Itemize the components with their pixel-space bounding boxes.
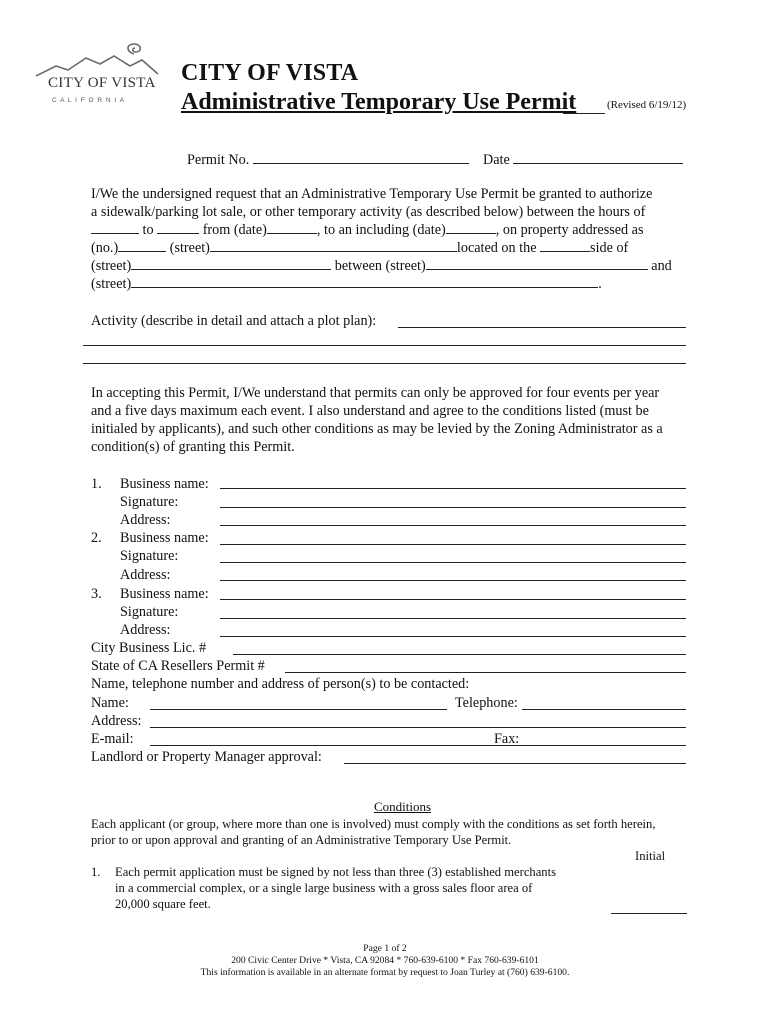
business-1-name-label: Business name: xyxy=(120,476,209,492)
side-label: side of xyxy=(590,240,629,256)
business-3-name-label: Business name: xyxy=(120,586,209,602)
landlord-field[interactable] xyxy=(344,763,686,764)
permit-no-label: Permit No. xyxy=(187,152,250,168)
street-field-3[interactable] xyxy=(131,275,598,288)
business-3-addr-field[interactable] xyxy=(220,636,686,637)
business-1-addr-field[interactable] xyxy=(220,525,686,526)
hours-end-field[interactable] xyxy=(157,221,199,234)
business-1-sig-label: Signature: xyxy=(120,494,179,510)
name-label: Name: xyxy=(91,695,129,711)
side-field[interactable] xyxy=(540,239,590,252)
street-label-3: (street) xyxy=(91,276,132,292)
logo-name: CITY OF VISTA xyxy=(48,75,156,91)
business-3-num: 3. xyxy=(91,586,102,602)
from-date-label: from (date) xyxy=(202,222,267,238)
request-line2: a sidewalk/parking lot sale, or other temporary activity (as described below) between the hours of xyxy=(91,204,646,220)
date-field[interactable] xyxy=(513,151,683,164)
period: . xyxy=(598,276,602,292)
business-1-sig-field[interactable] xyxy=(220,507,686,508)
business-2-addr-field[interactable] xyxy=(220,580,686,581)
initial-label: Initial xyxy=(635,849,666,863)
logo-subtitle: C A L I F O R N I A xyxy=(52,97,125,104)
business-3-name-field[interactable] xyxy=(220,599,686,600)
footer-address: 200 Civic Center Drive * Vista, CA 92084 * 760-639-6100 * Fax 760-639-6101 xyxy=(231,955,539,966)
city-logo xyxy=(34,42,160,110)
business-1-addr-label: Address: xyxy=(120,512,171,528)
conditions-heading: Conditions xyxy=(374,799,432,814)
telephone-label: Telephone: xyxy=(455,695,518,711)
no-label: (no.) xyxy=(91,240,119,256)
page-number: Page 1 of 2 xyxy=(363,943,407,954)
hours-start-field[interactable] xyxy=(91,221,139,234)
business-3-sig-field[interactable] xyxy=(220,618,686,619)
street-label-2: (street) xyxy=(91,258,132,274)
activity-label: Activity (describe in detail and attach a plot plan): xyxy=(91,313,377,329)
contact-heading: Name, telephone number and address of person(s) to be contacted: xyxy=(91,676,470,692)
email-label: E-mail: xyxy=(91,731,134,747)
conditions-intro-2: prior to or upon approval and granting of an Administrative Temporary Use Permit. xyxy=(91,833,512,847)
request-line1: I/We the undersigned request that an Administrative Temporary Use Permit be granted to authorize xyxy=(91,186,653,202)
email-field[interactable] xyxy=(150,745,686,746)
city-lic-label: City Business Lic. # xyxy=(91,640,207,656)
to-label: to xyxy=(142,222,154,238)
property-label: , on property addressed as xyxy=(495,222,644,238)
street-field[interactable] xyxy=(210,239,457,252)
street-field-2[interactable] xyxy=(131,257,331,270)
business-2-sig-label: Signature: xyxy=(120,548,179,564)
header-title: CITY OF VISTA xyxy=(181,60,359,86)
permit-no-field[interactable] xyxy=(253,151,469,164)
resellers-label: State of CA Resellers Permit # xyxy=(91,658,265,674)
condition-1-line1: Each permit application must be signed by not less than three (3) established merchants xyxy=(115,865,557,879)
accept-line4: condition(s) of granting this Permit. xyxy=(91,439,295,455)
street-label: (street) xyxy=(169,240,210,256)
accept-line1: In accepting this Permit, I/We understand that permits can only be approved for four events per year xyxy=(91,385,660,401)
business-1-name-field[interactable] xyxy=(220,488,686,489)
accept-line3: initialed by applicants), and such other conditions as may be levied by the Zoning Administrator as a xyxy=(91,421,663,437)
fax-label: Fax: xyxy=(494,731,520,747)
business-3-sig-label: Signature: xyxy=(120,604,179,620)
business-2-addr-label: Address: xyxy=(120,567,171,583)
street-no-field[interactable] xyxy=(118,239,166,252)
activity-field-1[interactable] xyxy=(398,327,686,328)
condition-1-line3: 20,000 square feet. xyxy=(115,897,211,911)
between-label: between (street) xyxy=(334,258,426,274)
from-date-field[interactable] xyxy=(267,221,317,234)
business-2-sig-field[interactable] xyxy=(220,562,686,563)
landlord-label: Landlord or Property Manager approval: xyxy=(91,749,322,765)
business-2-num: 2. xyxy=(91,530,102,546)
business-3-addr-label: Address: xyxy=(120,622,171,638)
footer-alt-format: This information is available in an alternate format by request to Joan Turley at (760) 639-6100. xyxy=(200,967,570,978)
activity-field-3[interactable] xyxy=(83,363,686,364)
activity-field-2[interactable] xyxy=(83,345,686,346)
date-label: Date xyxy=(483,152,510,168)
conditions-intro-1: Each applicant (or group, where more than one is involved) must comply with the conditions as set forth herein, xyxy=(91,817,656,831)
resellers-field[interactable] xyxy=(285,672,686,673)
revised-date: (Revised 6/19/12) xyxy=(607,99,687,111)
name-field[interactable] xyxy=(150,709,447,710)
and-label: and xyxy=(651,258,672,274)
header-subtitle-underline-ext xyxy=(563,113,605,114)
header-subtitle: Administrative Temporary Use Permit xyxy=(181,89,577,115)
city-lic-field[interactable] xyxy=(233,654,686,655)
between-street-field[interactable] xyxy=(426,257,648,270)
condition-1-num: 1. xyxy=(91,865,101,879)
telephone-field[interactable] xyxy=(522,709,686,710)
located-label: located on the xyxy=(456,240,537,256)
business-2-name-field[interactable] xyxy=(220,544,686,545)
accept-line2: and a five days maximum each event. I also understand and agree to the conditions listed (must be xyxy=(91,403,649,419)
condition-1-line2: in a commercial complex, or a single large business with a gross sales floor area of xyxy=(115,881,533,895)
business-1-num: 1. xyxy=(91,476,102,492)
business-2-name-label: Business name: xyxy=(120,530,209,546)
condition-1-initial-field[interactable] xyxy=(611,913,687,914)
address-label: Address: xyxy=(91,713,142,729)
address-field[interactable] xyxy=(150,727,686,728)
including-date-label: , to an including (date) xyxy=(316,222,446,238)
to-date-field[interactable] xyxy=(446,221,496,234)
